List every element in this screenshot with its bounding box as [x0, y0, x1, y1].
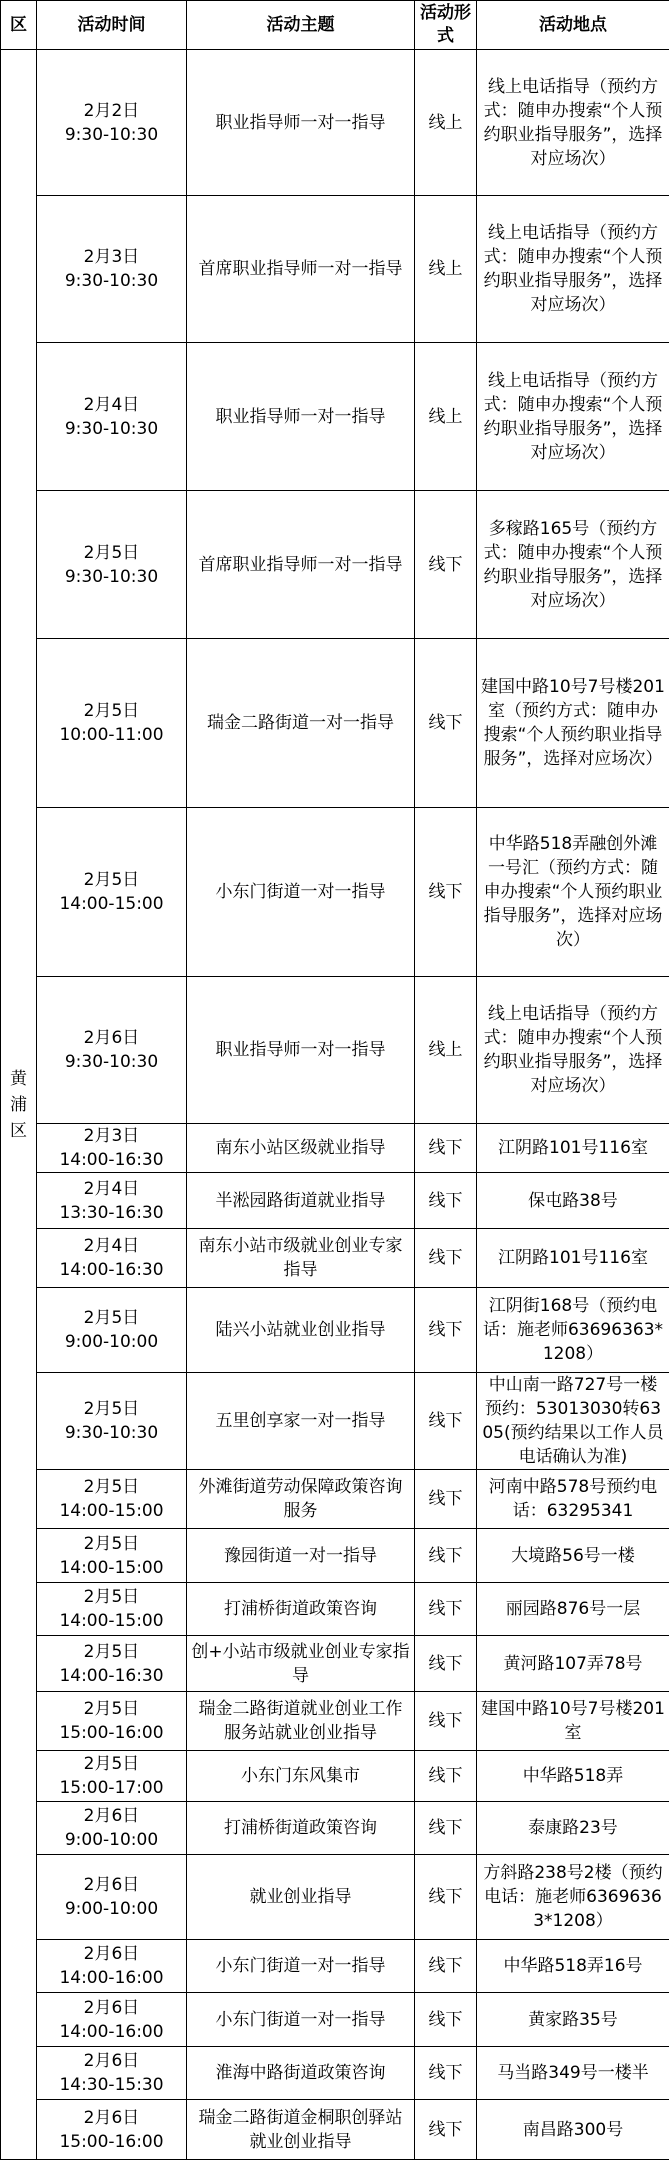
activity-time: 9:30-10:30 [41, 565, 182, 589]
activity-theme: 打浦桥街道政策咨询 [187, 1583, 415, 1636]
time-cell [37, 1855, 187, 1940]
activity-location: 建国中路10号7号楼201室（预约方式：随申办搜索“个人预约职业指导服务”，选择对应场次） [477, 639, 669, 808]
activity-date: 2月4日 [41, 1234, 182, 1258]
activity-location: 中山南一路727号一楼预约：53013030转6305(预约结果以工作人员电话确认为准) [477, 1373, 669, 1470]
activity-location: 线上电话指导（预约方式：随申办搜索“个人预约职业指导服务”，选择对应场次） [477, 196, 669, 343]
activity-time: 9:30-10:30 [41, 1421, 182, 1445]
table-row [1, 1124, 669, 1173]
activity-theme: 小东门街道一对一指导 [187, 1940, 415, 1993]
activity-date: 2月6日 [41, 1804, 182, 1828]
activity-theme: 南东小站市级就业创业专家指导 [187, 1229, 415, 1288]
activity-date: 2月3日 [41, 245, 182, 269]
activity-location: 线上电话指导（预约方式：随申办搜索“个人预约职业指导服务”，选择对应场次） [477, 343, 669, 491]
activity-date: 2月4日 [41, 1177, 182, 1201]
activity-date: 2月5日 [41, 1640, 182, 1664]
activity-location: 线上电话指导（预约方式：随申办搜索“个人预约职业指导服务”，选择对应场次） [477, 977, 669, 1124]
table-row [1, 1940, 669, 1993]
time-cell [37, 1692, 187, 1751]
activity-form: 线上 [415, 196, 477, 343]
activity-location: 黄家路35号 [477, 1993, 669, 2047]
activity-theme: 瑞金二路街道一对一指导 [187, 639, 415, 808]
header-time: 活动时间 [37, 1, 187, 50]
activity-time: 14:30-15:30 [41, 2073, 182, 2097]
table-row [1, 2100, 669, 2160]
time-cell [37, 977, 187, 1124]
time-cell [37, 1373, 187, 1470]
activity-theme: 豫园街道一对一指导 [187, 1529, 415, 1583]
activity-date: 2月6日 [41, 2106, 182, 2130]
activity-time: 9:00-10:00 [41, 1897, 182, 1921]
activity-form: 线下 [415, 1124, 477, 1173]
activity-location: 大境路56号一楼 [477, 1529, 669, 1583]
activity-time: 9:30-10:30 [41, 417, 182, 441]
table-row [1, 50, 669, 196]
activity-time: 9:00-10:00 [41, 1330, 182, 1354]
time-cell [37, 1993, 187, 2047]
table-row [1, 1229, 669, 1288]
activity-date: 2月5日 [41, 1752, 182, 1776]
activity-location: 方斜路238号2楼（预约电话：施老师63696363*1208） [477, 1855, 669, 1940]
time-cell [37, 1529, 187, 1583]
table-body [1, 50, 669, 2160]
table-row [1, 1173, 669, 1229]
header-theme: 活动主题 [187, 1, 415, 50]
activity-theme: 瑞金二路街道就业创业工作服务站就业创业指导 [187, 1692, 415, 1751]
activity-form: 线下 [415, 2047, 477, 2100]
activity-theme: 就业创业指导 [187, 1855, 415, 1940]
activity-date: 2月3日 [41, 1124, 182, 1148]
activity-date: 2月6日 [41, 1026, 182, 1050]
header-location: 活动地点 [477, 1, 669, 50]
activity-theme: 南东小站区级就业指导 [187, 1124, 415, 1173]
activity-theme: 职业指导师一对一指导 [187, 343, 415, 491]
activity-date: 2月5日 [41, 1697, 182, 1721]
table-row [1, 977, 669, 1124]
table-row [1, 1529, 669, 1583]
activity-form: 线下 [415, 1636, 477, 1692]
table-row [1, 1855, 669, 1940]
activity-date: 2月5日 [41, 1306, 182, 1330]
table-row [1, 808, 669, 977]
activity-form: 线下 [415, 1470, 477, 1529]
activity-location: 江阴路101号116室 [477, 1124, 669, 1173]
activity-time: 9:30-10:30 [41, 1050, 182, 1074]
activity-time: 14:00-16:30 [41, 1664, 182, 1688]
activity-theme: 创+小站市级就业创业专家指导 [187, 1636, 415, 1692]
activity-date: 2月5日 [41, 1585, 182, 1609]
activity-date: 2月6日 [41, 1996, 182, 2020]
activity-time: 15:00-16:00 [41, 1721, 182, 1745]
activity-form: 线下 [415, 1529, 477, 1583]
activity-form: 线上 [415, 343, 477, 491]
activity-theme: 职业指导师一对一指导 [187, 50, 415, 196]
activity-time: 14:00-16:30 [41, 1258, 182, 1282]
activity-theme: 淮海中路街道政策咨询 [187, 2047, 415, 2100]
activity-location: 黄河路107弄78号 [477, 1636, 669, 1692]
table-row [1, 1993, 669, 2047]
activity-location: 中华路518弄16号 [477, 1940, 669, 1993]
activity-date: 2月5日 [41, 1532, 182, 1556]
time-cell [37, 1124, 187, 1173]
activity-time: 14:00-16:00 [41, 2020, 182, 2044]
time-cell [37, 1802, 187, 1855]
activity-form: 线下 [415, 1229, 477, 1288]
activity-location: 建国中路10号7号楼201室 [477, 1692, 669, 1751]
activity-location: 马当路349号一楼半 [477, 2047, 669, 2100]
activity-theme: 职业指导师一对一指导 [187, 977, 415, 1124]
header-form-label: 活动形式 [420, 3, 471, 46]
activity-theme: 首席职业指导师一对一指导 [187, 491, 415, 639]
activity-form: 线下 [415, 1751, 477, 1802]
table-row [1, 1583, 669, 1636]
table-row [1, 196, 669, 343]
activity-date: 2月6日 [41, 1873, 182, 1897]
table-row [1, 1802, 669, 1855]
time-cell [37, 1470, 187, 1529]
activity-date: 2月5日 [41, 541, 182, 565]
table-row [1, 639, 669, 808]
activity-theme: 陆兴小站就业创业指导 [187, 1288, 415, 1373]
time-cell [37, 196, 187, 343]
activity-date: 2月5日 [41, 699, 182, 723]
activity-form: 线下 [415, 808, 477, 977]
activity-location: 泰康路23号 [477, 1802, 669, 1855]
activity-date: 2月5日 [41, 1397, 182, 1421]
activity-time: 9:00-10:00 [41, 1828, 182, 1852]
time-cell [37, 1940, 187, 1993]
activity-form: 线下 [415, 2100, 477, 2160]
activity-location: 中华路518弄融创外滩一号汇（预约方式：随申办搜索“个人预约职业指导服务”，选择对应场次） [477, 808, 669, 977]
activity-form: 线下 [415, 491, 477, 639]
activity-time: 14:00-16:00 [41, 1966, 182, 1990]
time-cell [37, 1751, 187, 1802]
activity-theme: 小东门东风集市 [187, 1751, 415, 1802]
activity-form: 线下 [415, 639, 477, 808]
time-cell [37, 1229, 187, 1288]
activity-form: 线下 [415, 1173, 477, 1229]
activity-time: 10:00-11:00 [41, 723, 182, 747]
activity-time: 9:30-10:30 [41, 123, 182, 147]
activity-form: 线上 [415, 50, 477, 196]
activity-theme: 五里创享家一对一指导 [187, 1373, 415, 1470]
activity-form: 线下 [415, 1288, 477, 1373]
activity-form: 线下 [415, 1692, 477, 1751]
activity-time: 14:00-15:00 [41, 1556, 182, 1580]
activity-location: 河南中路578号预约电话：63295341 [477, 1470, 669, 1529]
activity-location: 江阴街168号（预约电话：施老师63696363*1208） [477, 1288, 669, 1373]
activity-location: 江阴路101号116室 [477, 1229, 669, 1288]
activity-date: 2月5日 [41, 1475, 182, 1499]
activity-date: 2月2日 [41, 99, 182, 123]
activity-time: 14:00-15:00 [41, 1499, 182, 1523]
activity-theme: 小东门街道一对一指导 [187, 808, 415, 977]
time-cell [37, 1288, 187, 1373]
table-row [1, 491, 669, 639]
activity-time: 9:30-10:30 [41, 269, 182, 293]
activity-location: 保屯路38号 [477, 1173, 669, 1229]
activity-theme: 半淞园路街道就业指导 [187, 1173, 415, 1229]
table-row [1, 1692, 669, 1751]
activity-theme: 外滩街道劳动保障政策咨询服务 [187, 1470, 415, 1529]
district-cell [1, 50, 37, 2160]
district-name: 黄浦区 [10, 1066, 28, 1144]
time-cell [37, 343, 187, 491]
activity-time: 13:30-16:30 [41, 1201, 182, 1225]
time-cell [37, 50, 187, 196]
activity-theme: 瑞金二路街道金桐职创驿站就业创业指导 [187, 2100, 415, 2160]
activity-form: 线下 [415, 1940, 477, 1993]
time-cell [37, 1636, 187, 1692]
time-cell [37, 1583, 187, 1636]
activity-time: 14:00-15:00 [41, 1609, 182, 1633]
activity-theme: 打浦桥街道政策咨询 [187, 1802, 415, 1855]
time-cell [37, 1173, 187, 1229]
activity-date: 2月4日 [41, 393, 182, 417]
time-cell [37, 639, 187, 808]
time-cell [37, 2047, 187, 2100]
activity-form: 线下 [415, 1855, 477, 1940]
activity-date: 2月6日 [41, 1942, 182, 1966]
activity-time: 14:00-15:00 [41, 892, 182, 916]
table-row [1, 1751, 669, 1802]
header-form [415, 1, 477, 50]
activity-form: 线下 [415, 1993, 477, 2047]
table-row [1, 1288, 669, 1373]
activity-theme: 首席职业指导师一对一指导 [187, 196, 415, 343]
table-row [1, 343, 669, 491]
activity-date: 2月6日 [41, 2049, 182, 2073]
activity-form: 线下 [415, 1373, 477, 1470]
activity-time: 14:00-16:30 [41, 1148, 182, 1172]
time-cell [37, 491, 187, 639]
activity-form: 线下 [415, 1802, 477, 1855]
activity-location: 南昌路300号 [477, 2100, 669, 2160]
activity-date: 2月5日 [41, 868, 182, 892]
table-row [1, 1636, 669, 1692]
activity-time: 15:00-17:00 [41, 1776, 182, 1800]
table-row [1, 1470, 669, 1529]
activity-theme: 小东门街道一对一指导 [187, 1993, 415, 2047]
table-row [1, 1373, 669, 1470]
activity-location: 丽园路876号一层 [477, 1583, 669, 1636]
table-row [1, 2047, 669, 2100]
activity-form: 线上 [415, 977, 477, 1124]
activity-location: 线上电话指导（预约方式：随申办搜索“个人预约职业指导服务”，选择对应场次） [477, 50, 669, 196]
time-cell [37, 2100, 187, 2160]
activity-time: 15:00-16:00 [41, 2130, 182, 2154]
activity-form: 线下 [415, 1583, 477, 1636]
time-cell [37, 808, 187, 977]
activity-location: 中华路518弄 [477, 1751, 669, 1802]
header-district: 区 [1, 1, 37, 50]
activity-location: 多稼路165号（预约方式：随申办搜索“个人预约职业指导服务”，选择对应场次） [477, 491, 669, 639]
table-header-row [1, 1, 669, 50]
